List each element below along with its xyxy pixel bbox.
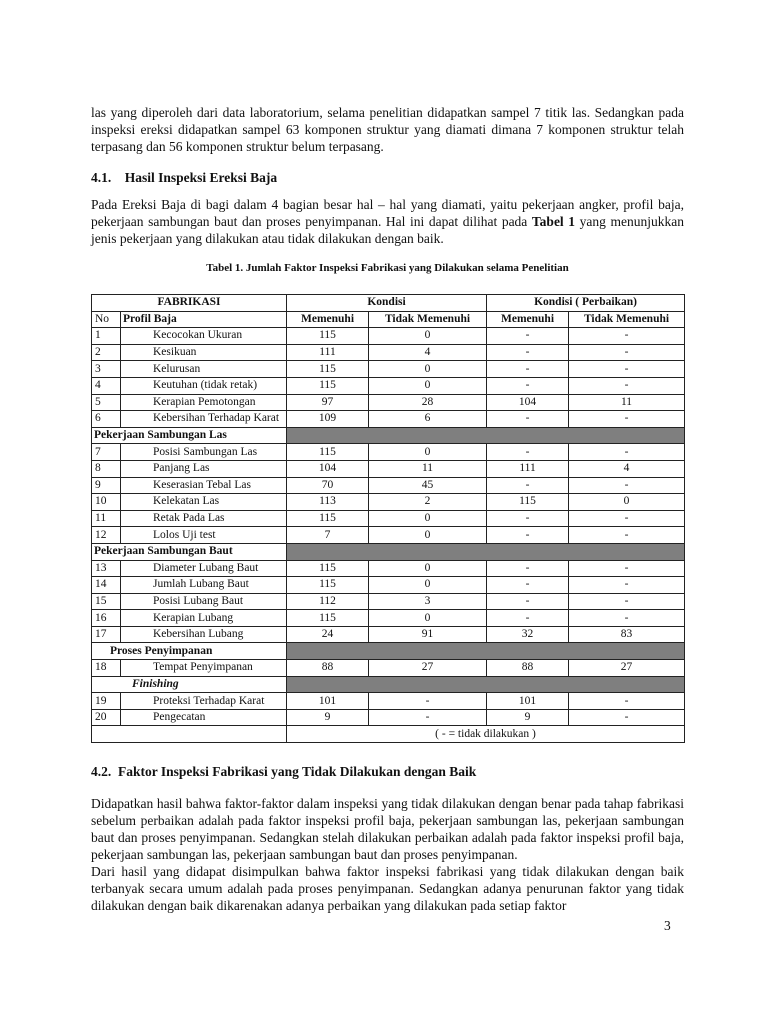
- row-memenuhi-perbaikan: -: [487, 510, 569, 527]
- row-memenuhi: 112: [287, 593, 369, 610]
- row-name: Keserasian Tebal Las: [121, 477, 287, 494]
- row-name: Kerapian Lubang: [121, 610, 287, 627]
- row-memenuhi-perbaikan: -: [487, 328, 569, 345]
- row-memenuhi-perbaikan: -: [487, 344, 569, 361]
- row-memenuhi-perbaikan: -: [487, 610, 569, 627]
- row-memenuhi: 115: [287, 361, 369, 378]
- row-memenuhi: 115: [287, 510, 369, 527]
- section-4-2-paragraph-1: Didapatkan hasil bahwa faktor-faktor dalam inspeksi yang tidak dilakukan dengan benar pada tahap fabrikasi sebelum perbaikan adalah pada faktor inspeksi profil baja, pekerjaan sambungan las, pekerjaan sambungan baut dan proses penyimpanan. Sedangkan stelah dilakukan perbaikan adalah pada faktor inspeksi profil baja, pekerjaan sambungan las, pekerjaan sambungan baut dan proses penyimpanan.: [91, 796, 684, 863]
- row-number: 13: [92, 560, 121, 577]
- row-name: Kelekatan Las: [121, 494, 287, 511]
- row-tidak-memenuhi-perbaikan: -: [569, 577, 685, 594]
- row-tidak-memenuhi-perbaikan: -: [569, 411, 685, 428]
- row-tidak-memenuhi: 91: [369, 626, 487, 643]
- section-4-2-heading: [91, 763, 684, 780]
- row-name: Kesikuan: [121, 344, 287, 361]
- row-tidak-memenuhi-perbaikan: -: [569, 444, 685, 461]
- row-memenuhi-perbaikan: -: [487, 444, 569, 461]
- row-number: 4: [92, 377, 121, 394]
- inspection-table: [91, 294, 685, 743]
- header-memenuhi: Memenuhi: [287, 311, 369, 328]
- row-tidak-memenuhi: 27: [369, 660, 487, 677]
- row-memenuhi: 115: [287, 610, 369, 627]
- row-name: Kerapian Pemotongan: [121, 394, 287, 411]
- row-memenuhi: 109: [287, 411, 369, 428]
- row-name: Pengecatan: [121, 709, 287, 726]
- intro-paragraph: las yang diperoleh dari data laboratorium, selama penelitian didapatkan sampel 7 titik las. Sedangkan pada inspeksi ereksi didapatkan sampel 63 komponen struktur yang diamati dimana 7 komponen struktur telah terpasang dan 56 komponen struktur belum terpasang.: [91, 105, 684, 154]
- header-tidak-memenuhi: Tidak Memenuhi: [369, 311, 487, 328]
- table-row: [92, 477, 685, 494]
- row-tidak-memenuhi-perbaikan: -: [569, 344, 685, 361]
- row-memenuhi-perbaikan: 88: [487, 660, 569, 677]
- section-4-2-number: 4.2.: [91, 764, 112, 780]
- table-row: [92, 377, 685, 394]
- header-no: No: [92, 311, 121, 328]
- footnote-blank: [92, 726, 287, 743]
- row-tidak-memenuhi: 0: [369, 361, 487, 378]
- row-memenuhi-perbaikan: -: [487, 593, 569, 610]
- row-number: 15: [92, 593, 121, 610]
- row-tidak-memenuhi-perbaikan: -: [569, 328, 685, 345]
- row-tidak-memenuhi-perbaikan: -: [569, 709, 685, 726]
- row-memenuhi: 115: [287, 560, 369, 577]
- row-tidak-memenuhi: 0: [369, 377, 487, 394]
- table-row: [92, 510, 685, 527]
- row-memenuhi-perbaikan: -: [487, 477, 569, 494]
- paragraph-text: yang menunjukkan jenis pekerjaan yang dilakukan atau tidak dilakukan dengan baik.: [91, 214, 684, 246]
- row-tidak-memenuhi-perbaikan: 0: [569, 494, 685, 511]
- table-row: [92, 709, 685, 726]
- row-memenuhi-perbaikan: -: [487, 361, 569, 378]
- table-row: [92, 593, 685, 610]
- table-section-row: [92, 676, 685, 693]
- section-4-2-paragraph-2: Dari hasil yang didapat disimpulkan bahwa faktor inspeksi fabrikasi yang tidak dilakukan dengan baik terbanyak secara umum adalah pada proses penyimpanan. Sedangkan adanya penurunan faktor yang tidak dilakukan dengan baik dikarenakan adanya perbaikan yang dilakukan pada setiap faktor: [91, 864, 684, 914]
- row-tidak-memenuhi: 0: [369, 328, 487, 345]
- table-sub-header-row: [92, 311, 685, 328]
- section-shaded-cell: [287, 676, 685, 693]
- table-footnote-row: [92, 726, 685, 743]
- row-number: 8: [92, 460, 121, 477]
- row-memenuhi: 111: [287, 344, 369, 361]
- section-4-1-heading: [91, 169, 684, 186]
- header-tidak-memenuhi-perbaikan: Tidak Memenuhi: [569, 311, 685, 328]
- table-section-row: [92, 427, 685, 444]
- row-memenuhi-perbaikan: 9: [487, 709, 569, 726]
- row-memenuhi: 9: [287, 709, 369, 726]
- section-4-1-title: Hasil Inspeksi Ereksi Baja: [124, 170, 278, 185]
- row-memenuhi-perbaikan: 101: [487, 693, 569, 710]
- row-tidak-memenuhi: 2: [369, 494, 487, 511]
- row-number: 5: [92, 394, 121, 411]
- section-title: Proses Penyimpanan: [92, 643, 287, 660]
- row-memenuhi-perbaikan: 111: [487, 460, 569, 477]
- row-tidak-memenuhi-perbaikan: -: [569, 361, 685, 378]
- table-row: [92, 626, 685, 643]
- table-group-header-row: [92, 295, 685, 312]
- row-name: Keutuhan (tidak retak): [121, 377, 287, 394]
- header-kondisi-perbaikan: Kondisi ( Perbaikan): [487, 295, 685, 312]
- row-name: Posisi Sambungan Las: [121, 444, 287, 461]
- row-name: Kebersihan Lubang: [121, 626, 287, 643]
- table-row: [92, 660, 685, 677]
- row-memenuhi-perbaikan: 115: [487, 494, 569, 511]
- header-memenuhi-perbaikan: Memenuhi: [487, 311, 569, 328]
- row-memenuhi: 7: [287, 527, 369, 544]
- table-row: [92, 394, 685, 411]
- table-section-row: [92, 643, 685, 660]
- row-tidak-memenuhi: -: [369, 693, 487, 710]
- row-number: 12: [92, 527, 121, 544]
- row-tidak-memenuhi: 28: [369, 394, 487, 411]
- row-name: Lolos Uji test: [121, 527, 287, 544]
- table-row: [92, 577, 685, 594]
- row-tidak-memenuhi-perbaikan: -: [569, 593, 685, 610]
- row-tidak-memenuhi: 0: [369, 560, 487, 577]
- section-title: Pekerjaan Sambungan Las: [92, 427, 287, 444]
- table-caption: Tabel 1. Jumlah Faktor Inspeksi Fabrikasi yang Dilakukan selama Penelitian: [206, 262, 569, 274]
- row-name: Jumlah Lubang Baut: [121, 577, 287, 594]
- section-4-1-number: 4.1.: [91, 170, 112, 185]
- row-name: Panjang Las: [121, 460, 287, 477]
- row-tidak-memenuhi: 0: [369, 577, 487, 594]
- row-memenuhi: 115: [287, 328, 369, 345]
- row-number: 6: [92, 411, 121, 428]
- header-profil-baja: Profil Baja: [121, 311, 287, 328]
- document-page: [91, 96, 684, 914]
- row-name: Kecocokan Ukuran: [121, 328, 287, 345]
- row-tidak-memenuhi: 4: [369, 344, 487, 361]
- row-tidak-memenuhi-perbaikan: -: [569, 527, 685, 544]
- row-name: Retak Pada Las: [121, 510, 287, 527]
- row-number: 11: [92, 510, 121, 527]
- row-name: Proteksi Terhadap Karat: [121, 693, 287, 710]
- section-shaded-cell: [287, 427, 685, 444]
- section-4-1-paragraph: [91, 196, 684, 247]
- row-tidak-memenuhi-perbaikan: -: [569, 610, 685, 627]
- table-row: [92, 361, 685, 378]
- row-number: 14: [92, 577, 121, 594]
- row-tidak-memenuhi-perbaikan: 27: [569, 660, 685, 677]
- row-memenuhi: 101: [287, 693, 369, 710]
- row-name: Kelurusan: [121, 361, 287, 378]
- row-number: 9: [92, 477, 121, 494]
- row-memenuhi-perbaikan: 32: [487, 626, 569, 643]
- row-tidak-memenuhi: 6: [369, 411, 487, 428]
- row-memenuhi: 24: [287, 626, 369, 643]
- table-row: [92, 460, 685, 477]
- row-memenuhi: 70: [287, 477, 369, 494]
- row-memenuhi: 115: [287, 444, 369, 461]
- row-memenuhi: 115: [287, 577, 369, 594]
- paragraph-text: Pada Ereksi Baja di bagi dalam 4 bagian besar hal – hal yang diamati, yaitu pekerjaan angker, profil baja, pekerjaan sambungan baut dan proses penyimpanan. Hal ini dapat dilihat pada: [91, 197, 684, 229]
- table-row: [92, 560, 685, 577]
- table-row: [92, 411, 685, 428]
- row-tidak-memenuhi: 11: [369, 460, 487, 477]
- row-tidak-memenuhi: 3: [369, 593, 487, 610]
- header-kondisi: Kondisi: [287, 295, 487, 312]
- row-number: 1: [92, 328, 121, 345]
- row-tidak-memenuhi: 0: [369, 510, 487, 527]
- row-memenuhi-perbaikan: -: [487, 527, 569, 544]
- section-4-2-title: Faktor Inspeksi Fabrikasi yang Tidak Dilakukan dengan Baik: [118, 764, 477, 780]
- row-name: Tempat Penyimpanan: [121, 660, 287, 677]
- row-tidak-memenuhi-perbaikan: -: [569, 477, 685, 494]
- header-fabrikasi: FABRIKASI: [92, 295, 287, 312]
- row-tidak-memenuhi-perbaikan: -: [569, 560, 685, 577]
- row-number: 2: [92, 344, 121, 361]
- row-memenuhi-perbaikan: -: [487, 577, 569, 594]
- row-tidak-memenuhi: 0: [369, 527, 487, 544]
- row-name: Posisi Lubang Baut: [121, 593, 287, 610]
- row-tidak-memenuhi: 45: [369, 477, 487, 494]
- table-row: [92, 527, 685, 544]
- table-section-row: [92, 543, 685, 560]
- row-memenuhi: 97: [287, 394, 369, 411]
- row-memenuhi: 104: [287, 460, 369, 477]
- row-number: 16: [92, 610, 121, 627]
- section-title: Finishing: [92, 676, 287, 693]
- row-memenuhi: 115: [287, 377, 369, 394]
- row-tidak-memenuhi-perbaikan: -: [569, 510, 685, 527]
- row-memenuhi: 88: [287, 660, 369, 677]
- page-number: 3: [664, 918, 671, 933]
- table-footnote: ( - = tidak dilakukan ): [287, 726, 685, 743]
- table-row: [92, 494, 685, 511]
- row-tidak-memenuhi: -: [369, 709, 487, 726]
- row-number: 7: [92, 444, 121, 461]
- row-number: 3: [92, 361, 121, 378]
- row-tidak-memenuhi: 0: [369, 610, 487, 627]
- table-row: [92, 610, 685, 627]
- row-memenuhi-perbaikan: -: [487, 411, 569, 428]
- section-shaded-cell: [287, 643, 685, 660]
- row-tidak-memenuhi-perbaikan: -: [569, 693, 685, 710]
- row-tidak-memenuhi-perbaikan: 83: [569, 626, 685, 643]
- row-name: Diameter Lubang Baut: [121, 560, 287, 577]
- row-name: Kebersihan Terhadap Karat: [121, 411, 287, 428]
- row-memenuhi-perbaikan: -: [487, 377, 569, 394]
- row-number: 17: [92, 626, 121, 643]
- row-tidak-memenuhi: 0: [369, 444, 487, 461]
- row-number: 19: [92, 693, 121, 710]
- row-memenuhi-perbaikan: -: [487, 560, 569, 577]
- row-memenuhi-perbaikan: 104: [487, 394, 569, 411]
- row-tidak-memenuhi-perbaikan: 11: [569, 394, 685, 411]
- table-row: [92, 693, 685, 710]
- table-body: [92, 295, 685, 743]
- row-tidak-memenuhi-perbaikan: 4: [569, 460, 685, 477]
- row-tidak-memenuhi-perbaikan: -: [569, 377, 685, 394]
- section-title: Pekerjaan Sambungan Baut: [92, 543, 287, 560]
- row-number: 20: [92, 709, 121, 726]
- table-row: [92, 344, 685, 361]
- row-number: 10: [92, 494, 121, 511]
- section-shaded-cell: [287, 543, 685, 560]
- table-row: [92, 444, 685, 461]
- row-memenuhi: 113: [287, 494, 369, 511]
- table-row: [92, 328, 685, 345]
- row-number: 18: [92, 660, 121, 677]
- table-reference: Tabel 1: [531, 214, 576, 229]
